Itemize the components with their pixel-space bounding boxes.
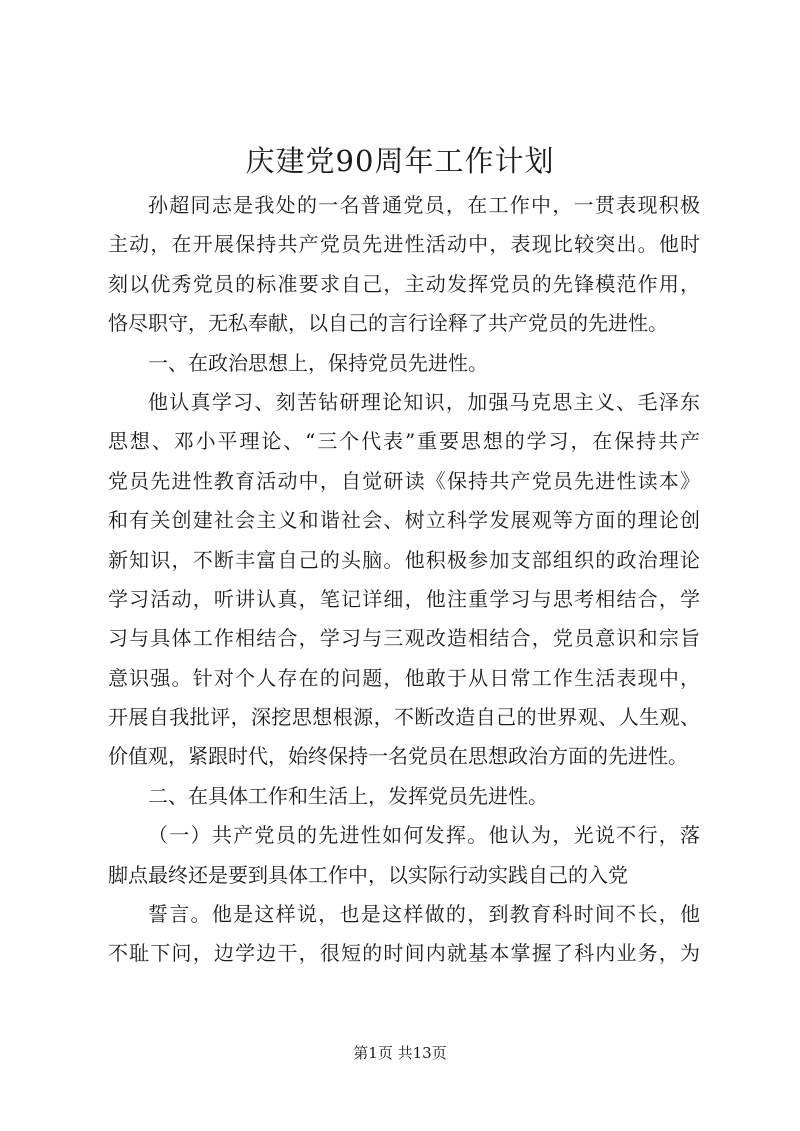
text-line: 脚点最终还是要到具体工作中，以实际行动实践自己的入党 [108,862,628,887]
text-line: 誓言。他是这样说，也是这样做的，到教育科时间不长，他 [148,902,700,927]
text-line: 不耻下问，边学边干，很短的时间内就基本掌握了科内业务，为 [108,941,700,966]
text-line: （一）共产党员的先进性如何发挥。他认为，光说不行，落 [148,823,700,848]
text-line: 党员先进性教育活动中，自觉研读《保持共产党员先进性读本》 [108,468,700,493]
text-line: 意识强。针对个人存在的问题，他敢于从日常工作生活表现中， [108,665,700,690]
text-line: 新知识，不断丰富自己的头脑。他积极参加支部组织的政治理论 [108,547,700,572]
text-line: 和有关创建社会主义和谐社会、树立科学发展观等方面的理论创 [108,508,700,533]
text-line: 恪尽职守，无私奉献，以自己的言行诠释了共产党员的先进性。 [108,311,668,336]
section-heading: 一、在政治思想上，保持党员先进性。 [148,350,488,375]
text-line: 习与具体工作相结合，学习与三观改造相结合，党员意识和宗旨 [108,626,700,651]
document-title: 庆建党90周年工作计划 [245,144,555,178]
text-line: 开展自我批评，深挖思想根源，不断改造自己的世界观、人生观、 [108,705,700,730]
text-line: 思想、邓小平理论、“三个代表”重要思想的学习，在保持共产 [108,429,700,454]
text-line: 刻以优秀党员的标准要求自己，主动发挥党员的先锋模范作用， [108,271,700,296]
text-line: 主动，在开展保持共产党员先进性活动中，表现比较突出。他时 [108,232,700,257]
document-body [108,186,700,974]
text-line: 学习活动，听讲认真，笔记详细，他注重学习与思考相结合，学 [108,586,700,611]
text-line: 孙超同志是我处的一名普通党员，在工作中，一贯表现积极 [148,193,700,217]
text-line: 价值观，紧跟时代，始终保持一名党员在思想政治方面的先进性。 [108,744,688,769]
page-number-footer: 第1页 共13页 [353,1044,447,1062]
section-heading: 二、在具体工作和生活上，发挥党员先进性。 [148,783,548,808]
text-line: 他认真学习、刻苦钻研理论知识，加强马克思主义、毛泽东 [148,389,700,414]
